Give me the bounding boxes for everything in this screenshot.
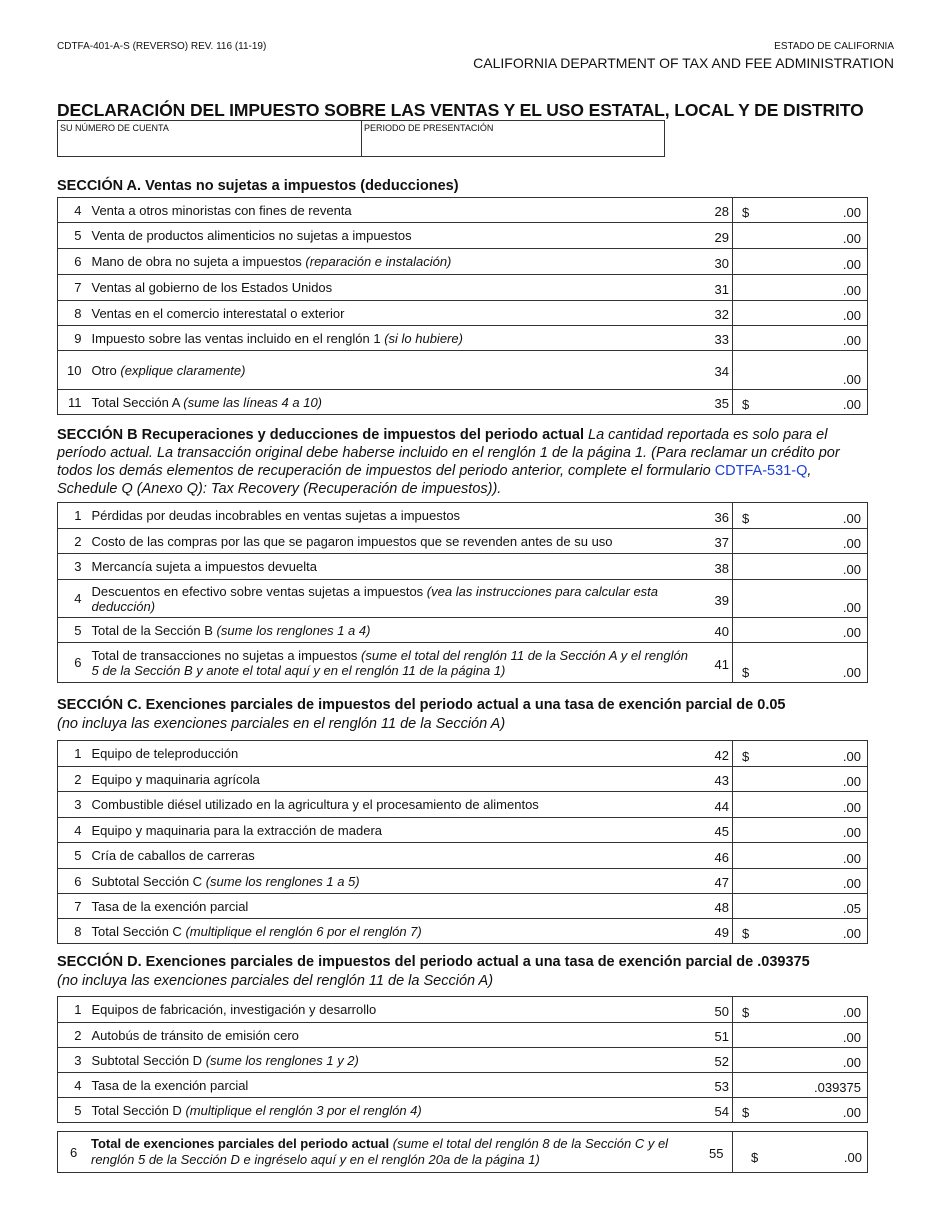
line-number: 38 (703, 554, 733, 580)
line-number: 48 (703, 894, 733, 919)
row-number: 3 (58, 792, 88, 818)
row-description-italic: (vea las instrucciones para calcular esta deducción) (91, 583, 659, 614)
line-number: 51 (703, 1023, 733, 1048)
form-row (58, 198, 868, 223)
form-row (58, 997, 868, 1023)
section-b-intro-text-2: , Schedule Q (Anexo Q): Tax Recovery (Recuperación de impuestos)). (57, 463, 812, 497)
dollar-sign: $ (751, 1150, 759, 1165)
row-description-text: Total Sección C (91, 923, 186, 939)
row-description (88, 390, 703, 415)
amount-value: .00 (842, 851, 861, 866)
dollar-sign: $ (742, 665, 750, 680)
amount-field[interactable] (733, 326, 868, 351)
form-row (58, 869, 868, 894)
amount-field[interactable] (733, 643, 868, 683)
form-531q-link[interactable]: CDTFA-531-Q (714, 463, 808, 479)
row-number: 1 (58, 503, 88, 529)
line-number: 41 (703, 643, 733, 683)
row-number: 5 (58, 223, 88, 249)
form-row (58, 741, 868, 767)
form-row (58, 792, 868, 818)
line-number: 54 (703, 1098, 733, 1123)
row-number: 2 (58, 529, 88, 554)
row-description (88, 580, 703, 618)
amount-value: .00 (842, 257, 861, 272)
amount-value: .00 (842, 800, 861, 815)
amount-value: .00 (842, 625, 861, 640)
section-c-subtitle: (no incluya las exenciones parciales en el renglón 11 de la Sección A) (57, 716, 506, 732)
row-description (91, 1136, 696, 1168)
row-description (88, 818, 703, 843)
row-description-text: Ventas al gobierno de los Estados Unidos (91, 280, 333, 295)
row-description-italic: (sume los renglones 1 a 4) (216, 622, 371, 638)
row-number: 5 (58, 843, 88, 869)
amount-field[interactable] (733, 351, 868, 390)
amount-field[interactable] (733, 818, 868, 843)
row-description-text: Cría de caballos de carreras (91, 848, 255, 863)
form-row (58, 1048, 868, 1073)
form-row (58, 301, 868, 326)
row-description (88, 1073, 703, 1098)
form-row (58, 390, 868, 415)
amount-value: .00 (842, 876, 861, 891)
amount-value: .00 (842, 333, 861, 348)
amount-value: .00 (842, 536, 861, 551)
line-number: 42 (703, 741, 733, 767)
row-number: 6 (58, 643, 88, 683)
row-description-text: Total de la Sección B (91, 622, 217, 638)
row-number: 4 (58, 198, 88, 223)
row-description-italic: (sume los renglones 1 y 2) (205, 1052, 359, 1068)
section-b-table (57, 502, 868, 683)
row-description-italic: (sume el total del renglón 11 de la Sección A y el renglón 5 de la Sección B y anote el total aquí y en el renglón 11 de la página 1) (91, 647, 688, 678)
row-description (88, 275, 703, 301)
amount-value: .00 (842, 1030, 861, 1045)
amount-field[interactable] (733, 1048, 868, 1073)
section-a-title: SECCIÓN A. Ventas no sujetas a impuestos (deducciones) (57, 178, 459, 194)
row-description-text: Descuentos en efectivo sobre ventas sujetas a impuestos (91, 583, 427, 599)
amount-field[interactable] (733, 554, 868, 580)
row-description-text: Equipo y maquinaria agrícola (91, 771, 260, 787)
row-number: 10 (58, 351, 88, 390)
form-row (58, 580, 868, 618)
row-description-italic: (sume el total del renglón 8 de la Sección C y el renglón 5 de la Sección D e ingréselo aquí y en el renglón 20a de la página 1) (91, 1136, 669, 1167)
form-row (58, 275, 868, 301)
line-number: 50 (703, 997, 733, 1023)
row-number: 2 (58, 767, 88, 792)
row-description (88, 249, 703, 275)
page-title: DECLARACIÓN DEL IMPUESTO SOBRE LAS VENTAS Y EL USO ESTATAL, LOCAL Y DE DISTRITO (57, 100, 864, 120)
amount-value: .00 (842, 600, 861, 615)
section-c-table (57, 740, 868, 944)
row-description (88, 326, 703, 351)
row-description-text: Total de transacciones no sujetas a impuestos (91, 647, 362, 663)
amount-field[interactable] (733, 1023, 868, 1048)
amount-value: .00 (842, 825, 861, 840)
form-row (58, 919, 868, 944)
line-number: 53 (703, 1073, 733, 1098)
row-description (88, 741, 703, 767)
amount-field[interactable] (733, 869, 868, 894)
amount-field[interactable] (733, 894, 868, 919)
row-description (88, 792, 703, 818)
line-number: 29 (703, 223, 733, 249)
section-d-table (57, 996, 868, 1123)
row-description-bold: Total de exenciones parciales del periodo actual (91, 1136, 390, 1151)
row-description (88, 767, 703, 792)
row-description-text: Venta de productos alimenticios no sujetas a impuestos (91, 228, 412, 243)
row-description-text: Ventas en el comercio interestatal o exterior (91, 305, 345, 321)
line-number: 46 (703, 843, 733, 869)
row-description-text: Impuesto sobre las ventas incluido en el renglón 1 (91, 330, 385, 346)
amount-field[interactable] (733, 997, 868, 1023)
row-number: 2 (58, 1023, 88, 1048)
form-row (58, 1098, 868, 1123)
dollar-sign: $ (742, 511, 750, 526)
amount-field[interactable] (733, 223, 868, 249)
amount-field[interactable] (733, 390, 868, 415)
amount-field[interactable] (733, 767, 868, 792)
row-description-text: Mercancía sujeta a impuestos devuelta (91, 559, 317, 574)
row-number: 1 (58, 997, 88, 1023)
form-row (58, 503, 868, 529)
line-number: 49 (703, 919, 733, 944)
dollar-sign: $ (742, 749, 750, 764)
line-number: 33 (703, 326, 733, 351)
section-c-title: SECCIÓN C. Exenciones parciales de impuestos del periodo actual a una tasa de exención parcial de 0.05 (57, 697, 786, 713)
line-number: 31 (703, 275, 733, 301)
line-number: 55 (709, 1146, 724, 1161)
amount-field[interactable] (733, 198, 868, 223)
line-number: 32 (703, 301, 733, 326)
amount-field[interactable] (733, 301, 868, 326)
filing-period-field[interactable] (362, 121, 664, 156)
total-partial-exemptions-row (57, 1131, 868, 1173)
dollar-sign: $ (742, 397, 750, 412)
row-description-text: Equipos de fabricación, investigación y desarrollo (91, 1002, 377, 1017)
line-number: 35 (703, 390, 733, 415)
row-number: 6 (58, 249, 88, 275)
amount-value: .00 (842, 397, 861, 412)
filing-period-label: PERIODO DE PRESENTACIÓN (364, 123, 494, 133)
row-description-text: Tasa de la exención parcial (91, 898, 249, 914)
row-description-text: Equipo de teleproducción (91, 746, 239, 761)
amount-value: .00 (842, 1055, 861, 1070)
row-description-italic: (explique claramente) (120, 362, 246, 378)
row-number: 1 (58, 741, 88, 767)
account-number-label: SU NÚMERO DE CUENTA (60, 123, 169, 133)
amount-field[interactable] (733, 618, 868, 643)
agency-name: CALIFORNIA DEPARTMENT OF TAX AND FEE ADMINISTRATION (473, 55, 894, 71)
amount-field[interactable] (733, 529, 868, 554)
row-description (88, 894, 703, 919)
amount-value: .00 (842, 749, 861, 764)
row-description-text: Costo de las compras por las que se pagaron impuestos que se revenden antes de su uso (91, 533, 613, 549)
row-description (88, 301, 703, 326)
form-row (58, 618, 868, 643)
row-number: 6 (58, 869, 88, 894)
row-description-text: Tasa de la exención parcial (91, 1077, 249, 1093)
form-row (58, 351, 868, 390)
row-number: 8 (58, 919, 88, 944)
amount-field[interactable] (733, 275, 868, 301)
row-description (88, 618, 703, 643)
row-description (88, 843, 703, 869)
row-number: 7 (58, 275, 88, 301)
line-number: 40 (703, 618, 733, 643)
row-description-text: Combustible diésel utilizado en la agricultura y el procesamiento de alimentos (91, 797, 539, 812)
amount-field[interactable] (733, 919, 868, 944)
amount-value: .039375 (814, 1080, 861, 1095)
line-number: 47 (703, 869, 733, 894)
section-a-table (57, 197, 868, 415)
amount-value: .00 (842, 1105, 861, 1120)
line-number: 52 (703, 1048, 733, 1073)
amount-value: .00 (842, 774, 861, 789)
form-row (58, 1023, 868, 1048)
row-description-text: Total Sección A (91, 394, 184, 410)
amount-field[interactable] (732, 1132, 868, 1172)
amount-value: .00 (842, 511, 861, 526)
row-number: 3 (58, 1048, 88, 1073)
account-number-field[interactable] (58, 121, 362, 156)
form-row (58, 818, 868, 843)
section-b-intro-text: La cantidad reportada es solo para el período actual. La transacción original debe haberse incluido en el renglón 1 de la página 1. (Para reclamar un crédito por todos los demás elementos de recuperación de impuestos del periodo anterior, complete el formulario (57, 427, 840, 479)
row-description-italic: (multiplique el renglón 6 por el renglón 7) (185, 923, 422, 939)
amount-value: .00 (843, 1150, 862, 1165)
row-description-text: Subtotal Sección D (91, 1052, 206, 1068)
row-description-text: Autobús de tránsito de emisión cero (91, 1027, 299, 1043)
row-description (88, 1023, 703, 1048)
row-number: 11 (58, 390, 88, 415)
row-number: 4 (58, 1073, 88, 1098)
amount-value: .00 (842, 231, 861, 246)
row-description-italic: (sume los renglones 1 a 5) (205, 873, 360, 889)
amount-value: .00 (842, 1005, 861, 1020)
form-row (58, 326, 868, 351)
section-d-title: SECCIÓN D. Exenciones parciales de impuestos del periodo actual a una tasa de exención parcial de .039375 (57, 954, 810, 970)
line-number: 34 (703, 351, 733, 390)
row-number: 5 (58, 618, 88, 643)
row-description (88, 503, 703, 529)
row-number: 5 (58, 1098, 88, 1123)
form-row (58, 894, 868, 919)
row-description (88, 223, 703, 249)
amount-field[interactable] (733, 1073, 868, 1098)
amount-value: .00 (842, 926, 861, 941)
row-description-text: Subtotal Sección C (91, 873, 206, 889)
section-b-title: SECCIÓN B Recuperaciones y deducciones de impuestos del periodo actual (57, 427, 584, 443)
form-row (58, 249, 868, 275)
row-description (88, 529, 703, 554)
line-number: 30 (703, 249, 733, 275)
row-number: 9 (58, 326, 88, 351)
row-description (88, 1098, 703, 1123)
state-label: ESTADO DE CALIFORNIA (774, 41, 894, 52)
form-row (58, 1073, 868, 1098)
amount-value: .00 (842, 308, 861, 323)
form-row (58, 223, 868, 249)
amount-value: .05 (842, 901, 861, 916)
section-b-intro (57, 426, 857, 498)
amount-field[interactable] (733, 249, 868, 275)
row-description (88, 1048, 703, 1073)
form-row (58, 643, 868, 683)
section-d-subtitle: (no incluya las exenciones parciales del renglón 11 de la Sección A) (57, 973, 494, 989)
amount-field[interactable] (733, 580, 868, 618)
dollar-sign: $ (742, 205, 750, 220)
row-description-text: Mano de obra no sujeta a impuestos (91, 254, 306, 269)
amount-field[interactable] (733, 741, 868, 767)
amount-field[interactable] (733, 503, 868, 529)
dollar-sign: $ (742, 1005, 750, 1020)
account-box (57, 120, 665, 157)
row-description-text: Otro (91, 362, 121, 378)
line-number: 28 (703, 198, 733, 223)
amount-field[interactable] (733, 843, 868, 869)
amount-field[interactable] (733, 1098, 868, 1123)
amount-value: .00 (842, 205, 861, 220)
amount-value: .00 (842, 665, 861, 680)
row-description-italic: (sume las líneas 4 a 10) (183, 394, 323, 410)
row-description (88, 351, 703, 390)
row-number: 3 (58, 554, 88, 580)
amount-field[interactable] (733, 792, 868, 818)
form-row (58, 843, 868, 869)
row-description-text: Equipo y maquinaria para la extracción de madera (91, 822, 383, 838)
row-description (88, 643, 703, 683)
amount-value: .00 (842, 283, 861, 298)
form-id: CDTFA-401-A-S (REVERSO) REV. 116 (11-19) (57, 41, 267, 52)
row-description (88, 919, 703, 944)
dollar-sign: $ (742, 926, 750, 941)
form-row (58, 767, 868, 792)
line-number: 43 (703, 767, 733, 792)
row-number: 6 (70, 1145, 78, 1160)
row-description (88, 997, 703, 1023)
form-row (58, 554, 868, 580)
row-description-italic: (reparación e instalación) (305, 254, 452, 269)
line-number: 39 (703, 580, 733, 618)
amount-value: .00 (842, 372, 861, 387)
dollar-sign: $ (742, 1105, 750, 1120)
amount-value: .00 (842, 562, 861, 577)
row-number: 4 (58, 818, 88, 843)
row-description-text: Pérdidas por deudas incobrables en ventas sujetas a impuestos (91, 508, 461, 523)
line-number: 44 (703, 792, 733, 818)
line-number: 37 (703, 529, 733, 554)
row-number: 8 (58, 301, 88, 326)
row-description-text: Total Sección D (91, 1102, 186, 1118)
row-description (88, 869, 703, 894)
row-description (88, 554, 703, 580)
line-number: 45 (703, 818, 733, 843)
row-description (88, 198, 703, 223)
form-row (58, 529, 868, 554)
row-number: 7 (58, 894, 88, 919)
row-description-italic: (si lo hubiere) (384, 330, 463, 346)
row-number: 4 (58, 580, 88, 618)
row-description-italic: (multiplique el renglón 3 por el renglón 4) (185, 1102, 422, 1118)
row-description-text: Venta a otros minoristas con fines de reventa (91, 202, 352, 218)
line-number: 36 (703, 503, 733, 529)
